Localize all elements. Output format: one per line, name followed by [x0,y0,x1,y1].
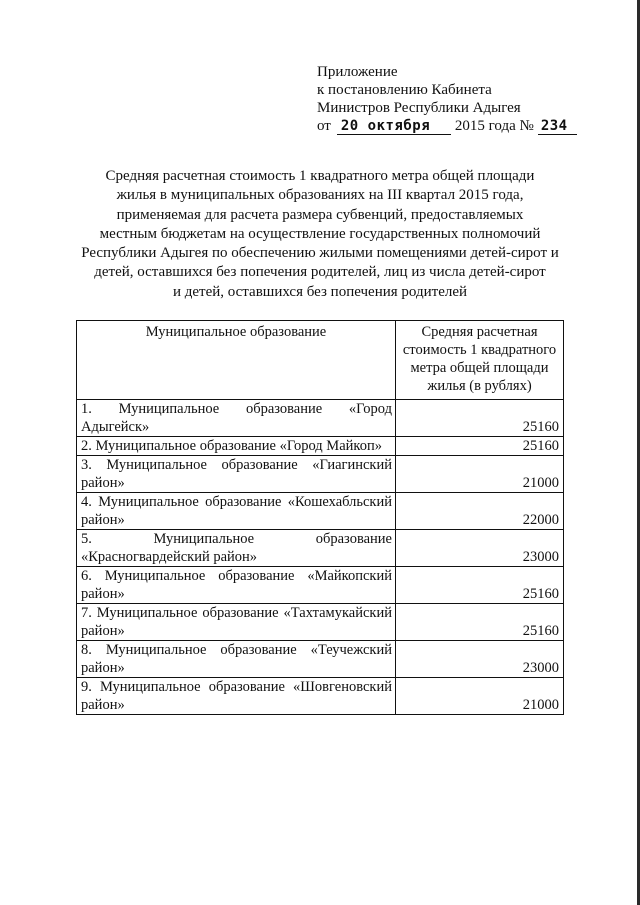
cost-value: 25160 [396,400,564,437]
municipality-name: 5. Муниципальное образование «Красногвардейский район» [77,530,396,567]
header-cost: Средняя расчетная стоимость 1 квадратного метра общей площади жилья (в рублях) [396,321,564,400]
document-number-field: 234 [538,119,577,135]
title-line: местным бюджетам на осуществление государственных полномочий [99,225,541,242]
title-line: применяемая для расчета размера субвенций, предоставляемых [116,206,524,223]
table-row [77,530,564,567]
appendix-block [317,63,577,135]
table-row [77,678,564,715]
cost-value: 21000 [396,678,564,715]
title-line: Республики Адыгея по обеспечению жилыми помещениями детей-сирот и [81,245,559,262]
municipality-name: 4. Муниципальное образование «Кошехабльский район» [77,493,396,530]
cost-value: 23000 [396,530,564,567]
table-row [77,567,564,604]
appendix-line-1: Приложение [317,64,398,80]
date-day-field: 20 октября [337,119,451,135]
municipality-name: 1. Муниципальное образование «Город Адыгейск» [77,400,396,437]
header-municipality: Муниципальное образование [77,321,396,400]
table-row [77,604,564,641]
cost-table [76,320,564,715]
appendix-date-line [317,117,577,135]
cost-value: 25160 [396,604,564,641]
cost-value: 25160 [396,567,564,604]
document-title [55,167,585,302]
date-prefix: от [317,118,331,134]
municipality-name: 3. Муниципальное образование «Гиагинский район» [77,456,396,493]
cost-value: 21000 [396,456,564,493]
title-line: и детей, оставшихся без попечения родителей [172,283,468,300]
municipality-name: 8. Муниципальное образование «Теучежский район» [77,641,396,678]
municipality-name: 7. Муниципальное образование «Тахтамукайский район» [77,604,396,641]
cost-value: 22000 [396,493,564,530]
municipality-name: 6. Муниципальное образование «Майкопский район» [77,567,396,604]
title-line: детей, оставшихся без попечения родителей, лиц из числа детей-сирот [94,264,546,281]
title-line: жилья в муниципальных образованиях на III квартал 2015 года, [116,187,524,204]
cost-value: 25160 [396,437,564,456]
appendix-line-3: Министров Республики Адыгея [317,100,521,116]
table-row [77,456,564,493]
table-row [77,641,564,678]
municipality-name: 9. Муниципальное образование «Шовгеновский район» [77,678,396,715]
cost-value: 23000 [396,641,564,678]
title-line: Средняя расчетная стоимость 1 квадратного метра общей площади [105,168,535,184]
municipality-name: 2. Муниципальное образование «Город Майкоп» [77,437,396,456]
table-header-row [77,321,564,400]
table-row [77,493,564,530]
appendix-line-2: к постановлению Кабинета [317,82,492,98]
date-year: 2015 года № [454,118,534,134]
table-row [77,437,564,456]
table-row [77,400,564,437]
